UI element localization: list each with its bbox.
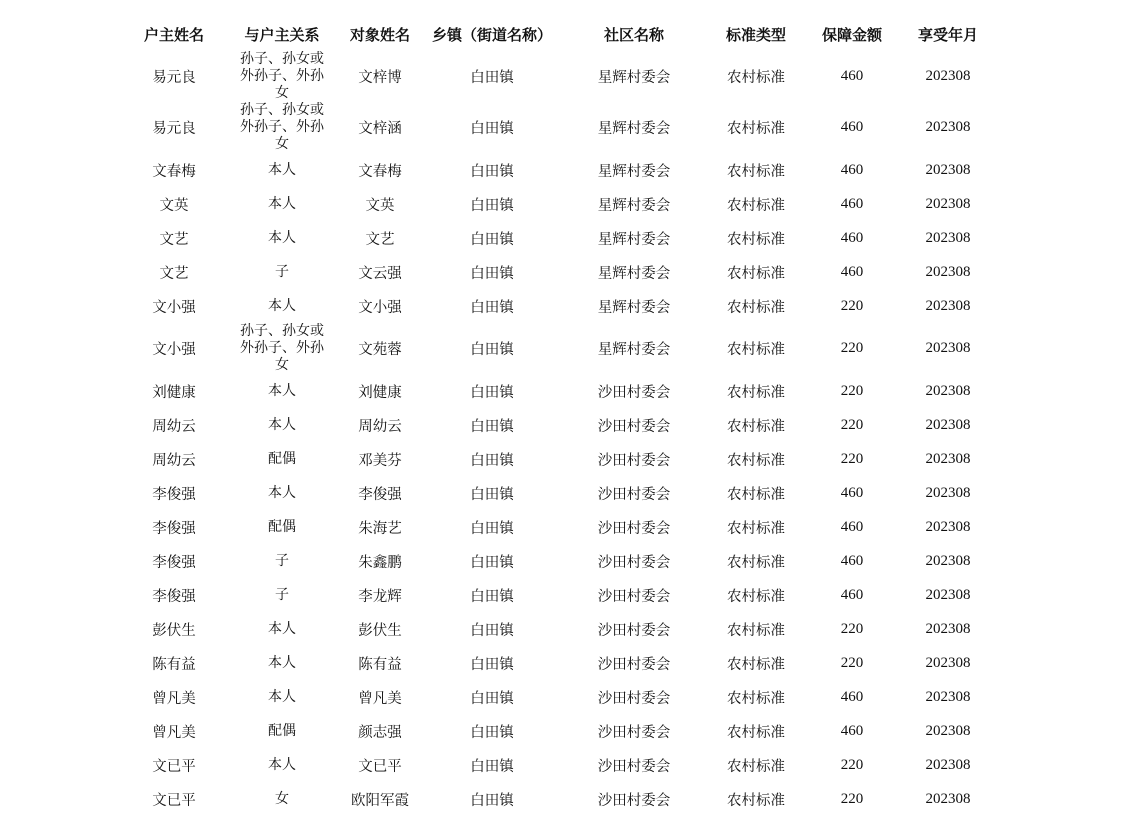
recipient-name-cell: 文苑蓉 (358, 342, 402, 358)
township-cell: 白田镇 (470, 197, 514, 214)
effective-month-cell: 202308 (925, 382, 971, 399)
township-cell: 白田镇 (470, 121, 514, 137)
recipient-name-cell: 文梓博 (358, 70, 402, 86)
table-row (118, 408, 994, 442)
standard-type-cell: 农村标准 (727, 554, 785, 571)
allowance-amount-cell: 220 (840, 297, 864, 314)
recipient-name-cell: 李俊强 (358, 486, 402, 503)
township-cell: 白田镇 (470, 758, 514, 775)
table-row (118, 442, 994, 476)
community-name-cell: 星辉村委会 (597, 197, 671, 214)
table-row (118, 255, 994, 289)
community-name-cell: 沙田村委会 (597, 520, 671, 537)
recipient-name-cell: 曾凡美 (358, 690, 402, 707)
relationship-cell: 本人 (268, 195, 296, 212)
allowance-amount-cell: 460 (840, 161, 864, 178)
allowance-amount-cell: 460 (840, 263, 864, 280)
community-name-cell: 沙田村委会 (597, 418, 671, 435)
effective-month-cell: 202308 (925, 552, 971, 569)
householder-name-cell: 曾凡美 (152, 690, 196, 707)
relationship-cell: 本人 (268, 229, 296, 246)
householder-name-cell: 李俊强 (152, 486, 196, 503)
relationship-cell: 本人 (268, 688, 296, 705)
table-row (118, 680, 994, 714)
effective-month-cell: 202308 (925, 586, 971, 603)
relationship-cell: 本人 (268, 416, 296, 433)
allowance-amount-cell: 220 (840, 450, 864, 467)
table-row (118, 51, 994, 102)
community-name-cell: 星辉村委会 (597, 70, 671, 86)
effective-month-cell: 202308 (925, 790, 971, 807)
effective-month-cell: 202308 (925, 161, 971, 178)
standard-type-cell: 农村标准 (727, 452, 785, 469)
township-cell: 白田镇 (470, 231, 514, 248)
standard-type-cell: 农村标准 (727, 163, 785, 180)
township-cell: 白田镇 (470, 792, 514, 809)
recipient-name-cell: 文已平 (358, 758, 402, 775)
allowance-amount-cell: 460 (840, 484, 864, 501)
allowance-amount-cell: 220 (840, 416, 864, 433)
relationship-cell: 配偶 (268, 722, 296, 739)
community-name-cell: 沙田村委会 (597, 792, 671, 809)
relationship-cell: 子 (275, 263, 289, 280)
allowance-amount-cell: 460 (840, 195, 864, 212)
effective-month-cell: 202308 (925, 688, 971, 705)
standard-type-cell: 农村标准 (727, 690, 785, 707)
township-cell: 白田镇 (470, 520, 514, 537)
householder-name-cell: 文小强 (152, 299, 196, 316)
householder-name-cell: 文英 (159, 197, 189, 214)
community-name-cell: 沙田村委会 (597, 656, 671, 673)
allowance-amount-cell: 460 (840, 119, 864, 135)
effective-month-cell: 202308 (925, 229, 971, 246)
householder-name-cell: 文已平 (152, 792, 196, 809)
allowance-amount-cell: 460 (840, 229, 864, 246)
recipient-name-cell: 朱海艺 (358, 520, 402, 537)
effective-month-cell: 202308 (925, 484, 971, 501)
householder-name-cell: 易元良 (152, 121, 196, 137)
relationship-cell: 孙子、孙女或外孙子、外孙女 (240, 51, 324, 101)
table-row (118, 544, 994, 578)
township-cell: 白田镇 (470, 163, 514, 180)
community-name-cell: 星辉村委会 (597, 299, 671, 316)
township-cell: 白田镇 (470, 656, 514, 673)
township-cell: 白田镇 (470, 622, 514, 639)
township-cell: 白田镇 (470, 724, 514, 741)
standard-type-cell: 农村标准 (727, 342, 785, 358)
community-name-cell: 星辉村委会 (597, 342, 671, 358)
recipient-name-cell: 颜志强 (358, 724, 402, 741)
allowance-amount-cell: 220 (840, 382, 864, 399)
relationship-cell: 配偶 (268, 450, 296, 467)
township-cell: 白田镇 (470, 418, 514, 435)
effective-month-cell: 202308 (925, 756, 971, 773)
township-cell: 白田镇 (470, 342, 514, 358)
householder-name-cell: 曾凡美 (152, 724, 196, 741)
table-body (118, 51, 994, 816)
community-name-cell: 沙田村委会 (597, 384, 671, 401)
township-cell: 白田镇 (470, 452, 514, 469)
relationship-cell: 孙子、孙女或外孙子、外孙女 (240, 323, 324, 373)
householder-name-cell: 周幼云 (152, 452, 196, 469)
allowance-amount-cell: 220 (840, 790, 864, 807)
allowance-amount-cell: 220 (840, 620, 864, 637)
community-name-cell: 星辉村委会 (597, 163, 671, 180)
standard-type-cell: 农村标准 (727, 758, 785, 775)
householder-name-cell: 文小强 (152, 342, 196, 358)
beneficiary-table (118, 17, 994, 816)
table-header-row (118, 17, 994, 51)
effective-month-cell: 202308 (925, 722, 971, 739)
recipient-name-cell: 陈有益 (358, 656, 402, 673)
householder-name-cell: 彭伏生 (152, 622, 196, 639)
effective-month-cell: 202308 (925, 450, 971, 467)
recipient-name-cell: 李龙辉 (358, 588, 402, 605)
relationship-cell: 本人 (268, 297, 296, 314)
allowance-amount-cell: 460 (840, 586, 864, 603)
standard-type-cell: 农村标准 (727, 622, 785, 639)
recipient-name-cell: 刘健康 (358, 384, 402, 401)
relationship-cell: 女 (275, 790, 289, 807)
table-row (118, 323, 994, 374)
community-name-cell: 星辉村委会 (597, 121, 671, 137)
relationship-cell: 子 (275, 552, 289, 569)
householder-name-cell: 刘健康 (152, 384, 196, 401)
recipient-name-cell: 邓美芬 (358, 452, 402, 469)
standard-type-cell: 农村标准 (727, 121, 785, 137)
table-row (118, 578, 994, 612)
header-relationship: 与户主关系 (244, 25, 320, 44)
township-cell: 白田镇 (470, 299, 514, 316)
standard-type-cell: 农村标准 (727, 520, 785, 537)
allowance-amount-cell: 460 (840, 518, 864, 535)
allowance-amount-cell: 460 (840, 68, 864, 84)
recipient-name-cell: 周幼云 (358, 418, 402, 435)
township-cell: 白田镇 (470, 588, 514, 605)
recipient-name-cell: 文云强 (358, 265, 402, 282)
allowance-amount-cell: 460 (840, 722, 864, 739)
householder-name-cell: 李俊强 (152, 588, 196, 605)
community-name-cell: 沙田村委会 (597, 622, 671, 639)
effective-month-cell: 202308 (925, 297, 971, 314)
standard-type-cell: 农村标准 (727, 418, 785, 435)
table-row (118, 748, 994, 782)
recipient-name-cell: 欧阳军霞 (351, 792, 409, 809)
header-allowance-amount: 保障金额 (821, 25, 882, 44)
table-row (118, 510, 994, 544)
allowance-amount-cell: 220 (840, 756, 864, 773)
relationship-cell: 孙子、孙女或外孙子、外孙女 (240, 102, 324, 152)
relationship-cell: 本人 (268, 382, 296, 399)
standard-type-cell: 农村标准 (727, 265, 785, 282)
community-name-cell: 沙田村委会 (597, 758, 671, 775)
community-name-cell: 沙田村委会 (597, 588, 671, 605)
householder-name-cell: 易元良 (152, 70, 196, 86)
table-row (118, 289, 994, 323)
table-row (118, 221, 994, 255)
table-row (118, 153, 994, 187)
community-name-cell: 沙田村委会 (597, 452, 671, 469)
relationship-cell: 本人 (268, 756, 296, 773)
standard-type-cell: 农村标准 (727, 588, 785, 605)
table-row (118, 612, 994, 646)
header-township: 乡镇（街道名称） (431, 25, 552, 44)
allowance-amount-cell: 220 (840, 654, 864, 671)
township-cell: 白田镇 (470, 265, 514, 282)
relationship-cell: 子 (275, 586, 289, 603)
community-name-cell: 沙田村委会 (597, 724, 671, 741)
community-name-cell: 沙田村委会 (597, 690, 671, 707)
header-recipient-name: 对象姓名 (349, 25, 410, 44)
effective-month-cell: 202308 (925, 119, 971, 135)
header-effective-month: 享受年月 (917, 25, 978, 44)
effective-month-cell: 202308 (925, 340, 971, 356)
householder-name-cell: 文艺 (159, 265, 189, 282)
community-name-cell: 星辉村委会 (597, 265, 671, 282)
table-row (118, 646, 994, 680)
community-name-cell: 星辉村委会 (597, 231, 671, 248)
standard-type-cell: 农村标准 (727, 656, 785, 673)
community-name-cell: 沙田村委会 (597, 486, 671, 503)
recipient-name-cell: 文英 (365, 197, 395, 214)
effective-month-cell: 202308 (925, 195, 971, 212)
householder-name-cell: 李俊强 (152, 554, 196, 571)
recipient-name-cell: 文春梅 (358, 163, 402, 180)
standard-type-cell: 农村标准 (727, 197, 785, 214)
header-householder-name: 户主姓名 (143, 25, 204, 44)
effective-month-cell: 202308 (925, 654, 971, 671)
standard-type-cell: 农村标准 (727, 384, 785, 401)
header-community-name: 社区名称 (603, 25, 664, 44)
table-row (118, 782, 994, 816)
recipient-name-cell: 文小强 (358, 299, 402, 316)
table-row (118, 714, 994, 748)
effective-month-cell: 202308 (925, 263, 971, 280)
relationship-cell: 本人 (268, 654, 296, 671)
householder-name-cell: 李俊强 (152, 520, 196, 537)
relationship-cell: 本人 (268, 484, 296, 501)
header-standard-type: 标准类型 (725, 25, 786, 44)
relationship-cell: 配偶 (268, 518, 296, 535)
effective-month-cell: 202308 (925, 518, 971, 535)
township-cell: 白田镇 (470, 70, 514, 86)
relationship-cell: 本人 (268, 161, 296, 178)
allowance-amount-cell: 460 (840, 552, 864, 569)
recipient-name-cell: 彭伏生 (358, 622, 402, 639)
recipient-name-cell: 朱鑫鹏 (358, 554, 402, 571)
householder-name-cell: 周幼云 (152, 418, 196, 435)
township-cell: 白田镇 (470, 690, 514, 707)
householder-name-cell: 文已平 (152, 758, 196, 775)
standard-type-cell: 农村标准 (727, 724, 785, 741)
standard-type-cell: 农村标准 (727, 231, 785, 248)
effective-month-cell: 202308 (925, 620, 971, 637)
table-row (118, 476, 994, 510)
standard-type-cell: 农村标准 (727, 299, 785, 316)
householder-name-cell: 文春梅 (152, 163, 196, 180)
recipient-name-cell: 文艺 (365, 231, 395, 248)
township-cell: 白田镇 (470, 554, 514, 571)
allowance-amount-cell: 460 (840, 688, 864, 705)
effective-month-cell: 202308 (925, 416, 971, 433)
recipient-name-cell: 文梓涵 (358, 121, 402, 137)
standard-type-cell: 农村标准 (727, 792, 785, 809)
table-row (118, 187, 994, 221)
table-row (118, 102, 994, 153)
effective-month-cell: 202308 (925, 68, 971, 84)
householder-name-cell: 陈有益 (152, 656, 196, 673)
standard-type-cell: 农村标准 (727, 486, 785, 503)
table-row (118, 374, 994, 408)
standard-type-cell: 农村标准 (727, 70, 785, 86)
relationship-cell: 本人 (268, 620, 296, 637)
householder-name-cell: 文艺 (159, 231, 189, 248)
township-cell: 白田镇 (470, 486, 514, 503)
township-cell: 白田镇 (470, 384, 514, 401)
community-name-cell: 沙田村委会 (597, 554, 671, 571)
allowance-amount-cell: 220 (840, 340, 864, 356)
